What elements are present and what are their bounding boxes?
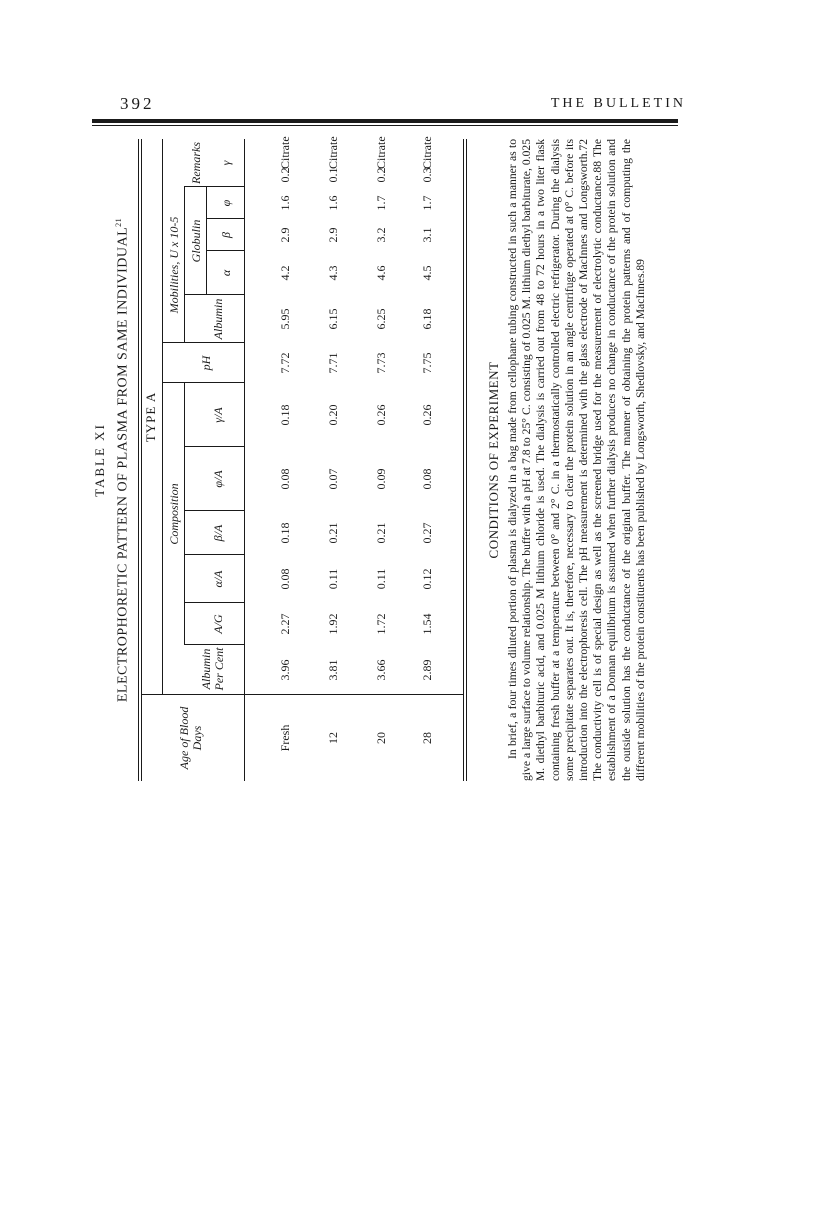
rule-under-globulin: [206, 187, 207, 295]
rotated-content: [92, 136, 647, 781]
cell-alpha-a: 0.11: [326, 568, 340, 590]
cell-phi: 1.6: [326, 195, 340, 211]
cell-gamma: 0.3: [420, 167, 434, 183]
header-globulin: Globulin: [189, 219, 203, 263]
header-type: TYPE A: [143, 391, 158, 443]
cell-albumin-pct: 2.89: [420, 659, 434, 681]
cell-alpha: 4.2: [278, 265, 292, 281]
cell-ag: 2.27: [278, 613, 292, 635]
cell-ag: 1.72: [374, 613, 388, 635]
cell-beta: 2.9: [278, 227, 292, 243]
cell-albumin-pct: 3.96: [278, 659, 292, 681]
header-gamma: γ: [219, 160, 233, 166]
cell-albumin: 6.15: [326, 308, 340, 330]
journal-name: THE BULLETIN: [550, 96, 686, 111]
rule-bottom-1: [463, 139, 464, 781]
cell-beta: 3.1: [420, 227, 434, 243]
header-ph: pH: [199, 355, 213, 371]
header-remarks: Remarks: [189, 142, 203, 184]
cell-albumin-pct: 3.81: [326, 659, 340, 681]
cell-gamma-a: 0.26: [374, 404, 388, 426]
cell-phi: 1.6: [278, 195, 292, 211]
cell-albumin: 6.25: [374, 308, 388, 330]
header-ag: A/G: [211, 614, 225, 634]
cell-phi-a: 0.08: [420, 468, 434, 490]
conditions-heading: CONDITIONS OF EXPERIMENT: [486, 361, 501, 559]
cell-age: 20: [374, 732, 388, 744]
header-alpha-a: α/A: [211, 570, 225, 588]
header-alpha: α: [219, 269, 233, 277]
cell-alpha-a: 0.12: [420, 568, 434, 590]
cell-ph: 7.72: [278, 352, 292, 374]
cell-phi-a: 0.09: [374, 468, 388, 490]
cell-remarks: Citrate: [420, 136, 434, 169]
table-row: [278, 136, 294, 781]
header-age: Age of Blood Days: [177, 706, 204, 770]
cell-gamma: 0.2: [278, 167, 292, 183]
cell-alpha: 4.3: [326, 265, 340, 281]
cell-age: 12: [326, 732, 340, 744]
cell-ph: 7.75: [420, 352, 434, 374]
rule-top-2: [141, 139, 142, 781]
table-row: [420, 136, 436, 781]
cell-gamma-a: 0.20: [326, 404, 340, 426]
cell-beta-a: 0.21: [374, 522, 388, 544]
header-phi: φ: [219, 199, 233, 207]
cell-beta-a: 0.27: [420, 522, 434, 544]
header-albumin-pct: Albumin Per Cent: [199, 647, 226, 691]
cell-gamma-a: 0.18: [278, 404, 292, 426]
cell-ph: 7.71: [326, 352, 340, 374]
cell-beta-a: 0.18: [278, 522, 292, 544]
table-title-ref: 21: [114, 217, 123, 227]
cell-beta: 3.2: [374, 227, 388, 243]
cell-age: 28: [420, 732, 434, 744]
table-label: TABLE XI: [92, 423, 107, 497]
cell-albumin-pct: 3.66: [374, 659, 388, 681]
cell-ag: 1.92: [326, 613, 340, 635]
cell-gamma: 0.1: [326, 167, 340, 183]
page-number: 392: [120, 94, 155, 113]
cell-phi: 1.7: [420, 195, 434, 211]
rule-top-1: [138, 139, 139, 781]
rule-header-bottom: [244, 139, 245, 781]
cell-alpha: 4.5: [420, 265, 434, 281]
header-mobilities: Mobilities, U x 10-5: [167, 216, 181, 314]
cell-albumin: 6.18: [420, 308, 434, 330]
conditions-paragraph: In brief, a four times diluted portion of plasma is dialyzed in a bag made from cellophane tubing constructed in such a manner as to give a large surface to volume relationship. The buffer with a pH at 7.8 to 25° C. consisting of 0.025 M. lithium diethyl barbiturate, 0.025 M. diethyl barbituric acid, and 0.025 M lithium chloride is used. The dialysis is carried out from 48 to 72 hours in a two liter flask containing fresh buffer at a temperature between 0° and 2° C. in a thermostatically controlled electric refrigerator. During the dialysis some precipitate separates out. It is, therefore, necessary to clear the protein solution in an angle centrifuge operated at 0° C. before its introduction into the electrophoresis cell. The pH measurement is determined with the glass electrode of MacInnes and Longsworth.72 The conductivity cell is of special design as well as the screened bridge used for the measurement of electrolytic conductance.88 The establishment of a Donnan equilibrium is assumed when further dialysis produces no change in conductance of the protein solution and the outside solution has the conductance of the original buffer. The manner of obtaining the protein patterns and of computing the different mobilities of the protein constituents has been published by Longsworth, Shedlovsky, and MacInnes.89: [506, 139, 647, 781]
header-gamma-a: γ/A: [211, 407, 225, 423]
cell-remarks: Citrate: [374, 136, 388, 169]
cell-phi-a: 0.08: [278, 468, 292, 490]
cell-phi-a: 0.07: [326, 468, 340, 490]
rotated-content-inner: [92, 136, 647, 781]
header-albumin: Albumin: [211, 298, 225, 340]
rule-under-mobilities: [184, 187, 185, 343]
cell-ag: 1.54: [420, 613, 434, 635]
table-row: [326, 136, 342, 781]
cell-phi: 1.7: [374, 195, 388, 211]
cell-albumin: 5.95: [278, 308, 292, 330]
cell-remarks: Citrate: [278, 136, 292, 169]
header-beta: β: [219, 232, 233, 238]
header-rule-thin: [92, 125, 678, 126]
header-rule-thick: [92, 119, 678, 123]
header-phi-a: φ/A: [211, 470, 225, 488]
rule-bottom-2: [466, 139, 467, 781]
table-title-text: ELECTROPHORETIC PATTERN OF PLASMA FROM SAME INDIVIDUAL: [115, 226, 131, 703]
table-title: [114, 139, 134, 781]
rule-under-type: [162, 139, 163, 695]
cell-alpha-a: 0.11: [374, 568, 388, 590]
cell-beta: 2.9: [326, 227, 340, 243]
rule-under-composition: [184, 383, 185, 645]
header-composition: Composition: [167, 483, 181, 545]
data-table: [138, 136, 468, 781]
cell-gamma: 0.2: [374, 167, 388, 183]
cell-remarks: Citrate: [326, 136, 340, 169]
cell-gamma-a: 0.26: [420, 404, 434, 426]
table-row: [374, 136, 390, 781]
header-beta-a: β/A: [211, 524, 225, 542]
cell-beta-a: 0.21: [326, 522, 340, 544]
cell-age: Fresh: [278, 724, 292, 752]
cell-alpha: 4.6: [374, 265, 388, 281]
cell-ph: 7.73: [374, 352, 388, 374]
cell-alpha-a: 0.08: [278, 568, 292, 590]
